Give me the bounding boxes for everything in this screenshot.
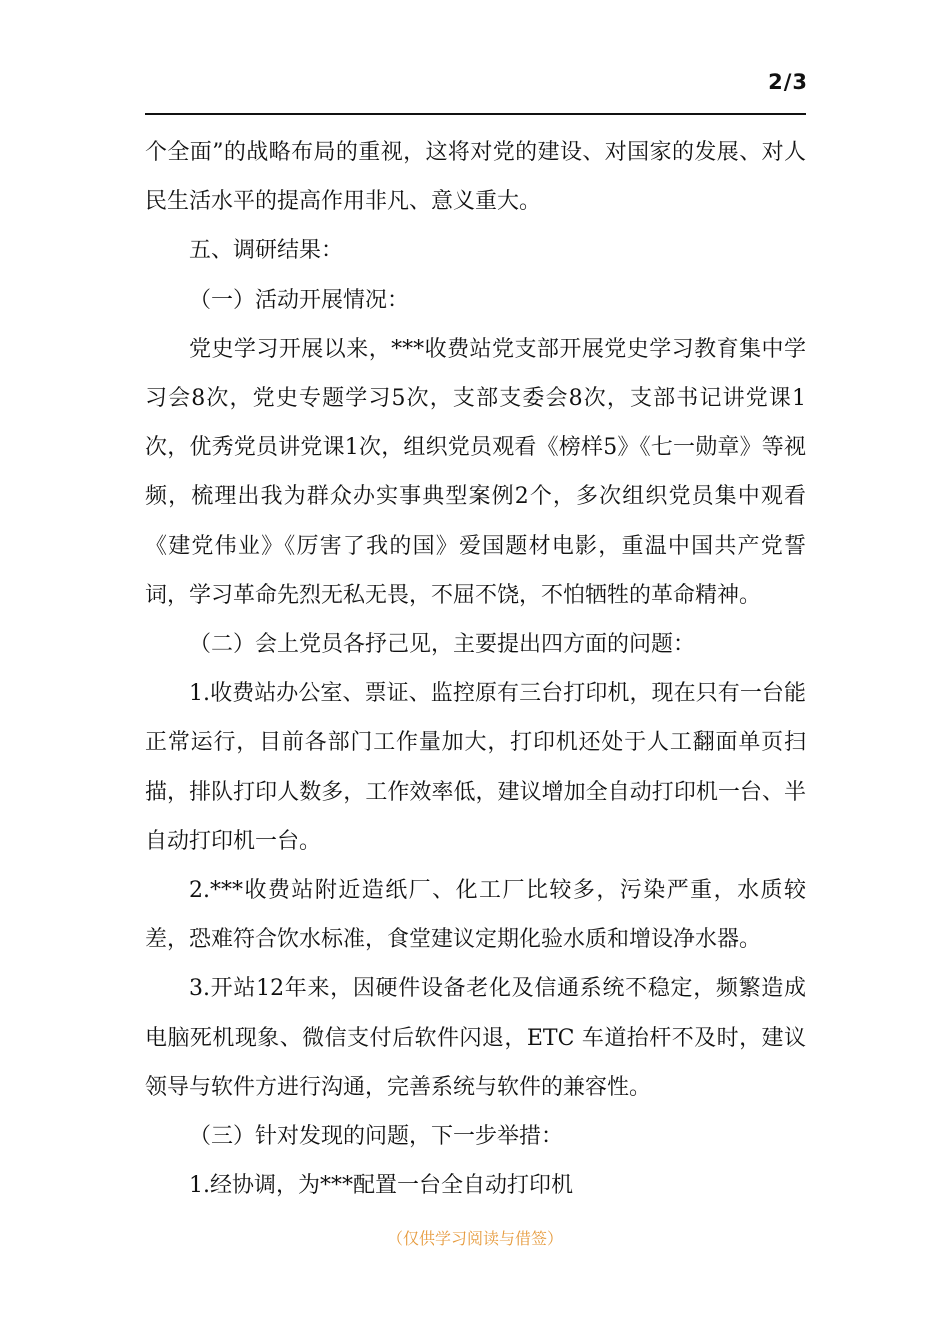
issue-item-2: 2.***收费站附近造纸厂、化工厂比较多，污染严重，水质较差，恐难符合饮水标准，食堂建议定期化验水质和增设净水器。	[145, 878, 806, 953]
issue-item-3: 3.开站12年来，因硬件设备老化及信通系统不稳定，频繁造成电脑死机现象、微信支付后软件闪退，ETC 车道抬杆不及时，建议领导与软件方进行沟通，完善系统与软件的兼容性。	[145, 976, 806, 1100]
subsection-heading-issues: （二）会上党员各抒己见，主要提出四方面的问题：	[189, 632, 696, 658]
issue-item-1: 1.收费站办公室、票证、监控原有三台打印机，现在只有一台能正常运行，目前各部门工作量加大，打印机还处于人工翻面单页扫描，排队打印人数多，工作效率低，建议增加全自动打印机一台、半自动打印机一台。	[145, 681, 806, 854]
document-body	[145, 128, 806, 1210]
section-heading-research-results: 五、调研结果：	[189, 238, 344, 264]
page-number: 2/3	[768, 70, 808, 94]
footer-note: （仅供学习阅读与借签）	[386, 1229, 563, 1248]
header-divider	[145, 113, 806, 115]
subsection-heading-activities: （一）活动开展情况：	[189, 287, 410, 313]
measure-item-1: 1.经协调，为***配置一台全自动打印机	[189, 1173, 573, 1199]
subsection-heading-measures: （三）针对发现的问题，下一步举措：	[189, 1124, 564, 1150]
paragraph-activities: 党史学习开展以来，***收费站党支部开展党史学习教育集中学习会8次，党史专题学习5次，支部支委会8次，支部书记讲党课1次，优秀党员讲党课1次，组织党员观看《榜样5》《七一勋章》等视频，梳理出我为群众办实事典型案例2个，多次组织党员集中观看《建党伟业》《厉害了我的国》爱国题材电影，重温中国共产党誓词，学习革命先烈无私无畏，不屈不饶，不怕牺牲的革命精神。	[145, 336, 806, 608]
paragraph-continuation: 个全面”的战略布局的重视，这将对党的建设、对国家的发展、对人民生活水平的提高作用非凡、意义重大。	[145, 140, 806, 215]
